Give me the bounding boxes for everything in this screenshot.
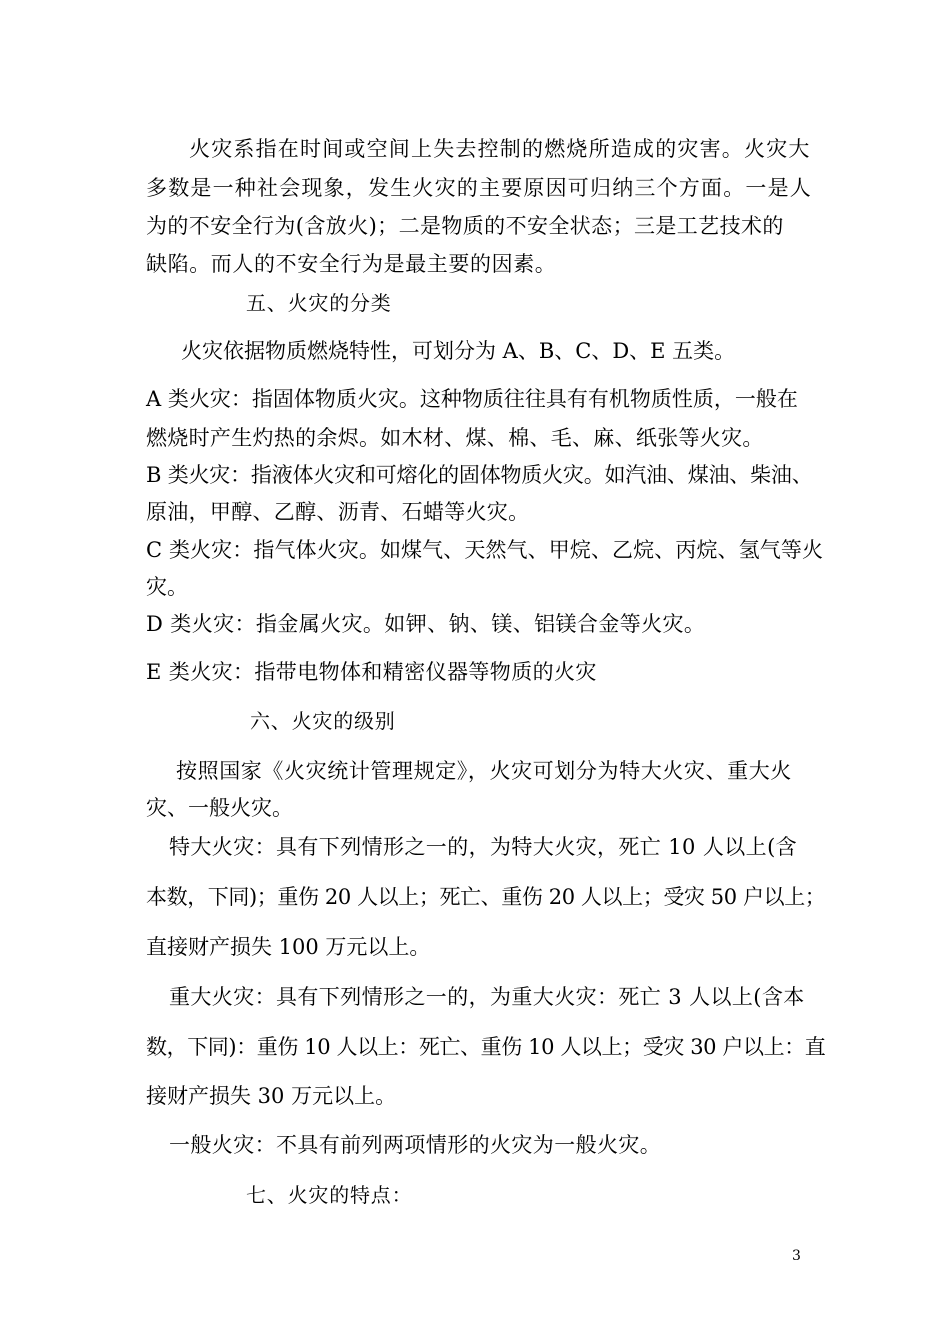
section-heading: 五、火灾的分类: [246, 291, 392, 315]
paragraph-line: C 类火灾：指气体火灾。如煤气、天然气、甲烷、乙烷、丙烷、氢气等火: [146, 538, 824, 562]
paragraph-line: 原油，甲醇、乙醇、沥青、石蜡等火灾。: [146, 500, 530, 524]
paragraph-line: 直接财产损失 100 万元以上。: [146, 935, 431, 959]
paragraph-line: A 类火灾：指固体物质火灾。这种物质往往具有有机物质性质，一般在: [146, 387, 798, 411]
paragraph-line: 灾、一般火灾。: [146, 796, 293, 820]
section-heading: 六、火灾的级别: [250, 709, 396, 733]
paragraph-line: 缺陷。而人的不安全行为是最主要的因素。: [146, 252, 557, 276]
paragraph-line: 接财产损失 30 万元以上。: [146, 1084, 397, 1108]
paragraph-line: 灾。: [146, 575, 188, 599]
paragraph-line: 火灾系指在时间或空间上失去控制的燃烧所造成的灾害。火灾大: [189, 137, 811, 161]
paragraph-line: D 类火灾：指金属火灾。如钾、钠、镁、铝镁合金等火灾。: [146, 612, 706, 636]
paragraph-line: 数，下同)：重伤 10 人以上：死亡、重伤 10 人以上；受灾 30 户以上：直: [146, 1035, 826, 1059]
paragraph-line: 火灾依据物质燃烧特性，可划分为 A、B、C、D、E 五类。: [181, 339, 736, 363]
paragraph-line: B 类火灾：指液体火灾和可熔化的固体物质火灾。如汽油、煤油、柴油、: [146, 463, 813, 487]
paragraph-line: 重大火灾：具有下列情形之一的，为重大火灾：死亡 3 人以上(含本: [169, 985, 805, 1009]
paragraph-line: 为的不安全行为(含放火)；二是物质的不安全状态；三是工艺技术的: [146, 214, 784, 238]
section-heading: 七、火灾的特点：: [246, 1183, 413, 1207]
paragraph-line: 本数，下同)；重伤 20 人以上；死亡、重伤 20 人以上；受灾 50 户以上；: [146, 885, 826, 909]
paragraph-line: E 类火灾：指带电物体和精密仪器等物质的火灾: [146, 660, 597, 684]
page-number: 3: [792, 1248, 801, 1264]
paragraph-line: 多数是一种社会现象，发生火灾的主要原因可归纳三个方面。一是人: [146, 176, 812, 200]
paragraph-line: 一般火灾：不具有前列两项情形的火灾为一般火灾。: [169, 1133, 662, 1157]
paragraph-line: 燃烧时产生灼热的余烬。如木材、煤、棉、毛、麻、纸张等火灾。: [146, 426, 764, 450]
paragraph-line: 按照国家《火灾统计管理规定》，火灾可划分为特大火灾、重大火: [176, 759, 792, 783]
paragraph-line: 特大火灾：具有下列情形之一的，为特大火灾，死亡 10 人以上(含: [169, 835, 798, 859]
